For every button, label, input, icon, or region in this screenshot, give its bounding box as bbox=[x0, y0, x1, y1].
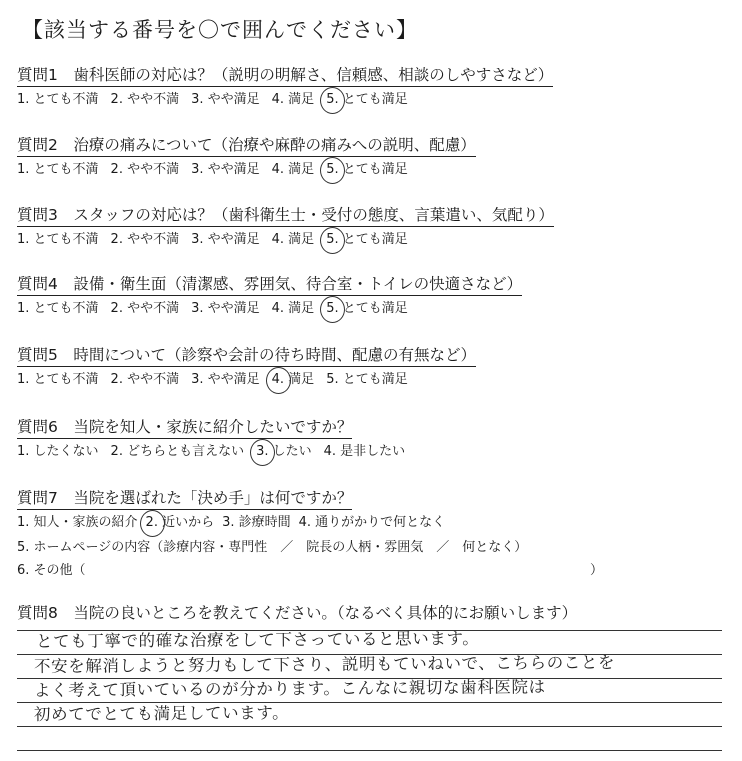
q7-option-2[interactable]: 2. 近いから bbox=[145, 515, 215, 530]
option-2[interactable]: 2. どちらとも言えない bbox=[110, 444, 245, 459]
option-4[interactable]: 4. 満足 bbox=[271, 372, 315, 387]
question-title: 質問7 当院を選ばれた「決め手」は何ですか？ bbox=[17, 489, 352, 510]
question-title: 質問4 設備・衛生面（清潔感、雰囲気、待合室・トイレの快適さなど） bbox=[17, 275, 522, 296]
question-options bbox=[17, 91, 420, 109]
question-options bbox=[17, 371, 420, 389]
option-3[interactable]: 3. やや満足 bbox=[191, 162, 260, 177]
option-2[interactable]: 2. やや不満 bbox=[110, 232, 180, 247]
option-5[interactable]: 5. とても満足 bbox=[326, 232, 408, 247]
option-5[interactable]: 5. とても満足 bbox=[326, 372, 408, 387]
question-options bbox=[17, 231, 420, 249]
option-2[interactable]: 2. やや不満 bbox=[110, 372, 180, 387]
handwritten-answer-line: とても丁寧で的確な治療をして下さっていると思います。 bbox=[35, 628, 480, 651]
option-5[interactable]: 5. とても満足 bbox=[326, 92, 408, 107]
q7-options-line1 bbox=[17, 514, 453, 532]
q7-option-6-close: ） bbox=[590, 563, 604, 578]
option-1[interactable]: 1. とても不満 bbox=[17, 162, 99, 177]
question-title: 質問2 治療の痛みについて（治療や麻酔の痛みへの説明、配慮） bbox=[17, 136, 476, 157]
option-1[interactable]: 1. とても不満 bbox=[17, 92, 99, 107]
option-3[interactable]: 3. やや満足 bbox=[191, 372, 260, 387]
q7-option-4[interactable]: 4. 通りがかりで何となく bbox=[298, 515, 446, 530]
option-1[interactable]: 1. したくない bbox=[17, 444, 99, 459]
option-2[interactable]: 2. やや不満 bbox=[110, 92, 180, 107]
option-4[interactable]: 4. 満足 bbox=[271, 92, 315, 107]
option-1[interactable]: 1. とても不満 bbox=[17, 301, 99, 316]
option-2[interactable]: 2. やや不満 bbox=[110, 162, 180, 177]
question-title: 質問3 スタッフの対応は？（歯科衛生士・受付の態度、言葉遣い、気配り） bbox=[17, 206, 554, 227]
option-3[interactable]: 3. やや満足 bbox=[191, 232, 260, 247]
option-3[interactable]: 3. したい bbox=[256, 444, 312, 459]
question-title: 質問5 時間について（診察や会計の待ち時間、配慮の有無など） bbox=[17, 346, 476, 367]
handwritten-answer-line: 初めてでとても満足しています。 bbox=[33, 703, 290, 724]
option-1[interactable]: 1. とても不満 bbox=[17, 372, 99, 387]
answer-rule bbox=[17, 750, 722, 751]
page-title: 【該当する番号を〇で囲んでください】 bbox=[22, 18, 418, 42]
option-4[interactable]: 4. 満足 bbox=[271, 162, 315, 177]
option-5[interactable]: 5. とても満足 bbox=[326, 162, 408, 177]
question-options bbox=[17, 443, 417, 461]
option-4[interactable]: 4. 是非したい bbox=[323, 444, 406, 459]
option-5[interactable]: 5. とても満足 bbox=[326, 301, 408, 316]
q7-option-3[interactable]: 3. 診療時間 bbox=[222, 515, 291, 530]
q7-option-6[interactable] bbox=[17, 562, 604, 580]
q7-option-6-label: 6. その他（ bbox=[17, 563, 86, 578]
option-4[interactable]: 4. 満足 bbox=[271, 301, 315, 316]
question-options bbox=[17, 300, 420, 318]
option-3[interactable]: 3. やや満足 bbox=[191, 92, 260, 107]
question-title: 質問6 当院を知人・家族に紹介したいですか？ bbox=[17, 418, 352, 439]
option-1[interactable]: 1. とても不満 bbox=[17, 232, 99, 247]
question-title: 質問1 歯科医師の対応は？（説明の明解さ、信頼感、相談のしやすさなど） bbox=[17, 66, 553, 87]
question-options bbox=[17, 161, 420, 179]
option-4[interactable]: 4. 満足 bbox=[271, 232, 315, 247]
option-2[interactable]: 2. やや不満 bbox=[110, 301, 180, 316]
q7-option-1[interactable]: 1. 知人・家族の紹介 bbox=[17, 515, 138, 530]
option-3[interactable]: 3. やや満足 bbox=[191, 301, 260, 316]
answer-rule bbox=[17, 726, 722, 727]
handwritten-answer-line: よく考えて頂いているのが分かります。こんなに親切な歯科医院は bbox=[33, 677, 546, 700]
handwritten-answer-line: 不安を解消しようと努力もして下さり、説明もていねいで、こちらのことを bbox=[33, 652, 616, 676]
question-title: 質問8 当院の良いところを教えてください。（なるべく具体的にお願いします） bbox=[17, 604, 578, 622]
q7-option-5[interactable]: 5. ホームページの内容（診療内容・専門性 ／ 院長の人柄・雰囲気 ／ 何となく） bbox=[17, 540, 528, 555]
